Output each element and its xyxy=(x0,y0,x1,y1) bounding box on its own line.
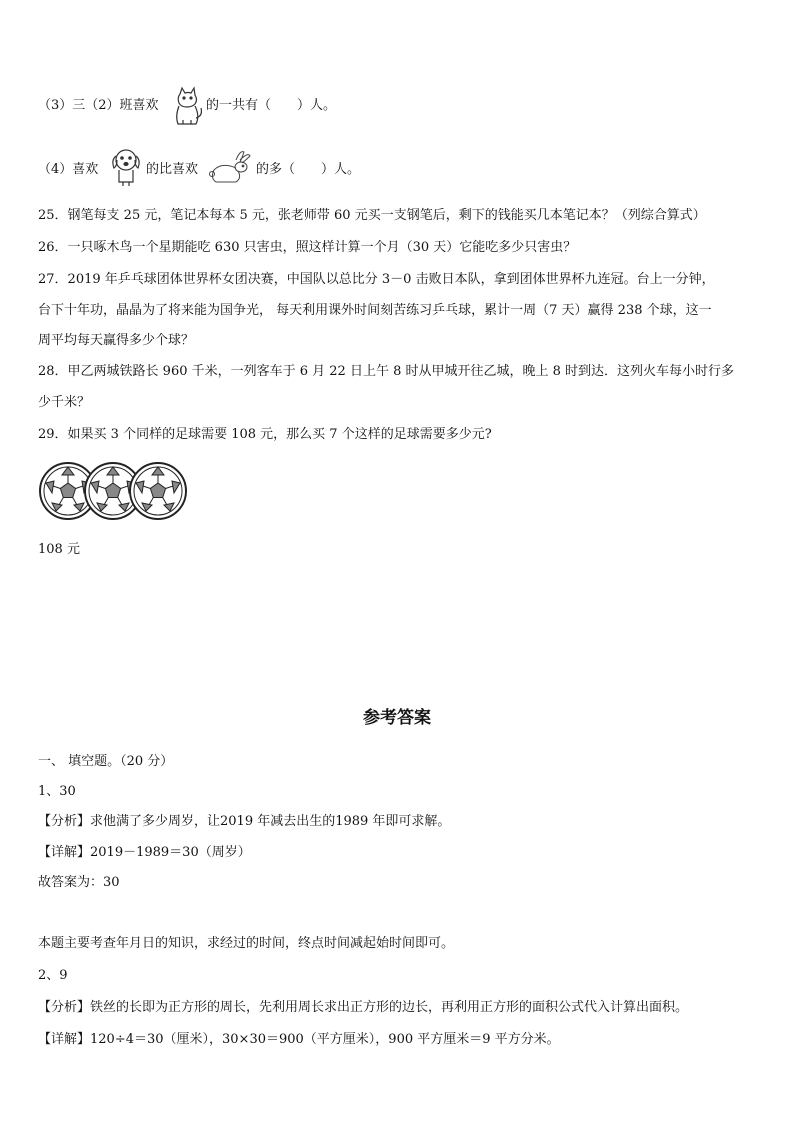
question-27-line-2: 台下十年功，晶晶为了将来能为国争光， 每天利用课外时间刻苦练习乒乓球，累计一周（7 天）赢得 238 个球，这一 xyxy=(38,303,712,318)
answer-2-number: 2、9 xyxy=(38,968,68,983)
answer-1-analysis: 【分析】求他满了多少周岁，让2019 年减去出生的1989 年即可求解。 xyxy=(38,814,451,829)
q3-prefix: （3）三（2）班喜欢 xyxy=(38,98,159,113)
answer-1-detail: 【详解】2019－1989＝30（周岁） xyxy=(38,845,251,860)
question-27-line-3: 周平均每天赢得多少个球？ xyxy=(38,333,195,348)
question-25: 25．钢笔每支 25 元，笔记本每本 5 元，张老师带 60 元买一支钢笔后，剩下的钱能买几本笔记本？（列综合算式） xyxy=(38,208,706,223)
answer-1-note: 本题主要考查年月日的知识，求经过的时间，终点时间减起始时间即可。 xyxy=(38,936,455,951)
q3-suffix: 的一共有（ ）人。 xyxy=(206,98,337,113)
q4-suffix: 的多（ ）人。 xyxy=(256,162,361,177)
soccer-balls-image xyxy=(38,460,188,522)
question-28-line-1: 28．甲乙两城铁路长 960 千米，一列客车于 6 月 22 日上午 8 时从甲城开往乙城，晚上 8 时到达．这列火车每小时行多 xyxy=(38,364,735,379)
answer-2-detail: 【详解】120÷4＝30（厘米），30×30＝900（平方厘米），900 平方厘米＝9 平方分米。 xyxy=(38,1032,560,1047)
q4-middle: 的比喜欢 xyxy=(146,162,199,177)
dog-icon xyxy=(108,146,144,188)
answers-title: 参考答案 xyxy=(363,708,431,728)
rabbit-icon xyxy=(206,148,254,188)
question-3 xyxy=(38,96,159,116)
question-27-line-1: 27．2019 年乒乓球团体世界杯女团决赛，中国队以总比分 3－0 击败日本队，拿到团体世界杯九连冠。台上一分钟， xyxy=(38,272,715,287)
price-label: 108 元 xyxy=(38,542,80,557)
question-26: 26．一只啄木鸟一个星期能吃 630 只害虫，照这样计算一个月（30 天）它能吃多少只害虫？ xyxy=(38,240,577,255)
cat-icon xyxy=(170,86,204,128)
question-28-line-2: 少千米？ xyxy=(38,395,91,410)
answer-2-analysis: 【分析】铁丝的长即为正方形的周长，先利用周长求出正方形的边长，再利用正方形的面积公式代入计算出面积。 xyxy=(38,1000,689,1015)
answer-1-conclusion: 故答案为：30 xyxy=(38,875,120,890)
question-29: 29．如果买 3 个同样的足球需要 108 元，那么买 7 个这样的足球需要多少元? xyxy=(38,427,492,442)
answer-1-number: 1、30 xyxy=(38,784,76,799)
answers-section-heading: 一、 填空题。（20 分） xyxy=(38,754,174,769)
q4-prefix: （4）喜欢 xyxy=(38,162,99,177)
